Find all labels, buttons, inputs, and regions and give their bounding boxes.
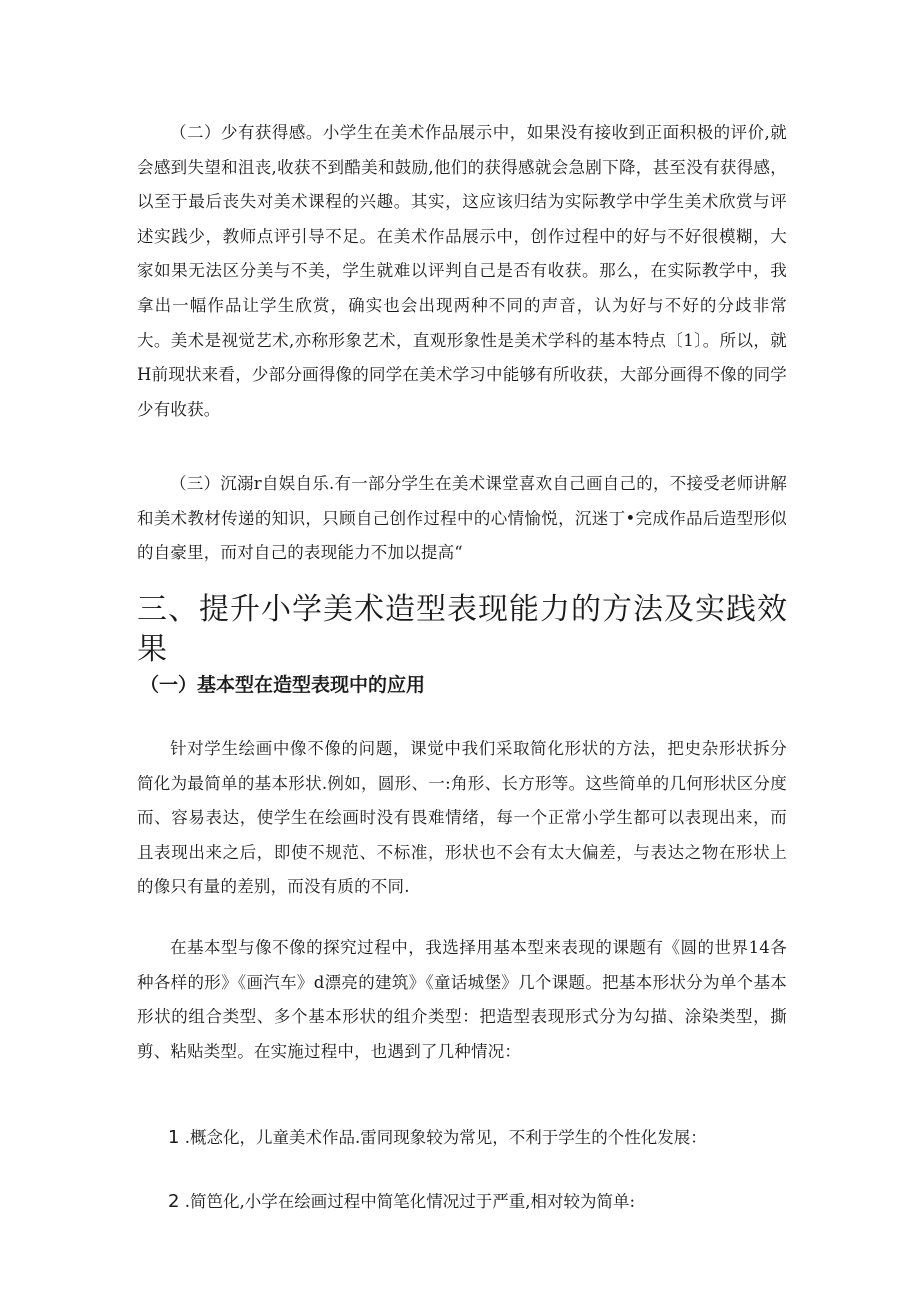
paragraph-self-entertainment: （三）沉溺r自娱自乐.有一部分学生在美术课堂喜欢自己画自己的，不接受老师讲解和美术教材传递的知识，只顾自己创作过程中的心情愉悦，沉迷丁•完成作品后造型形似的自豪里，而对自己的表现能力不加以提高“ (137, 474, 787, 563)
paragraph-simplify-shapes: 针对学生绘画中像不像的问题，课觉中我们采取简化形状的方法，把史杂形状拆分简化为最简单的基本形状.例如，圆形、一:角形、长方形等。这些简单的几何形状区分度而、容易表达，使学生在绘画时没有畏难情绪，每一个正常小学生都可以表现出来，而且表现出来之后，即使不规范、不标准，形状也不会有太大偏差，与表达之物在形状上的像只有量的差别，而没有质的不同. (137, 739, 787, 897)
section-heading: 三、提升小学美术造型表现能力的方法及实践效果 (137, 592, 788, 667)
list-item (168, 1123, 707, 1153)
paragraph-few-gains: （二）少有获得感。小学生在美术作品展示中，如果没有接收到正面积极的评价,就会感到失望和沮丧,收获不到酷美和鼓励,他们的获得感就会急剧下降，甚至没有获得感，以至于最后丧失对美术课程的兴趣。其实，这应该归结为实际教学中学生美术欣赏与评述实践少，教师点评引导不足。在美术作品展示中，创作过程中的好与不好很模糊，大家如果无法区分美与不美，学生就难以评判自己是否有收获。那么，在实际教学中，我拿出一幅作品让学生欣赏，确实也会出现两种不同的声音，认为好与不好的分歧非常大。美术是视觉艺术,亦称形象艺术，直观形象性是美术学科的基本特点〔1〕。所以，就H前现状来看，少部分画得像的同学在美术学习中能够有所收获，大部分画得不像的同学少有收获。 (137, 123, 787, 419)
list-item-number: 2 (168, 1191, 180, 1212)
list-item (168, 1187, 635, 1217)
list-item-text: .概念化，儿童美术作品.雷同现象较为常见，不利于学生的个性化发展： (184, 1128, 707, 1147)
list-item-text: .简笆化,小学在绘画过程中简笔化情况过于严重,相对较为简单: (184, 1192, 635, 1211)
list-item-number: 1 (168, 1127, 180, 1148)
subsection-heading: （一）基本型在造型表现中的应用 (140, 674, 426, 696)
paragraph-basic-shape-exploration: 在基本型与像不像的探究过程中，我选择用基本型来表现的课题有《圆的世界14各种各样的形》《画汽车》d漂亮的建筑》《童话城堡》几个课题。把基本形状分为单个基本形状的组合类型、多个基本形状的组介类型：把造型表现形式分为勾描、涂染类型，撕剪、粘贴类型。在实施过程中，也遇到了几种情况： (137, 938, 787, 1061)
